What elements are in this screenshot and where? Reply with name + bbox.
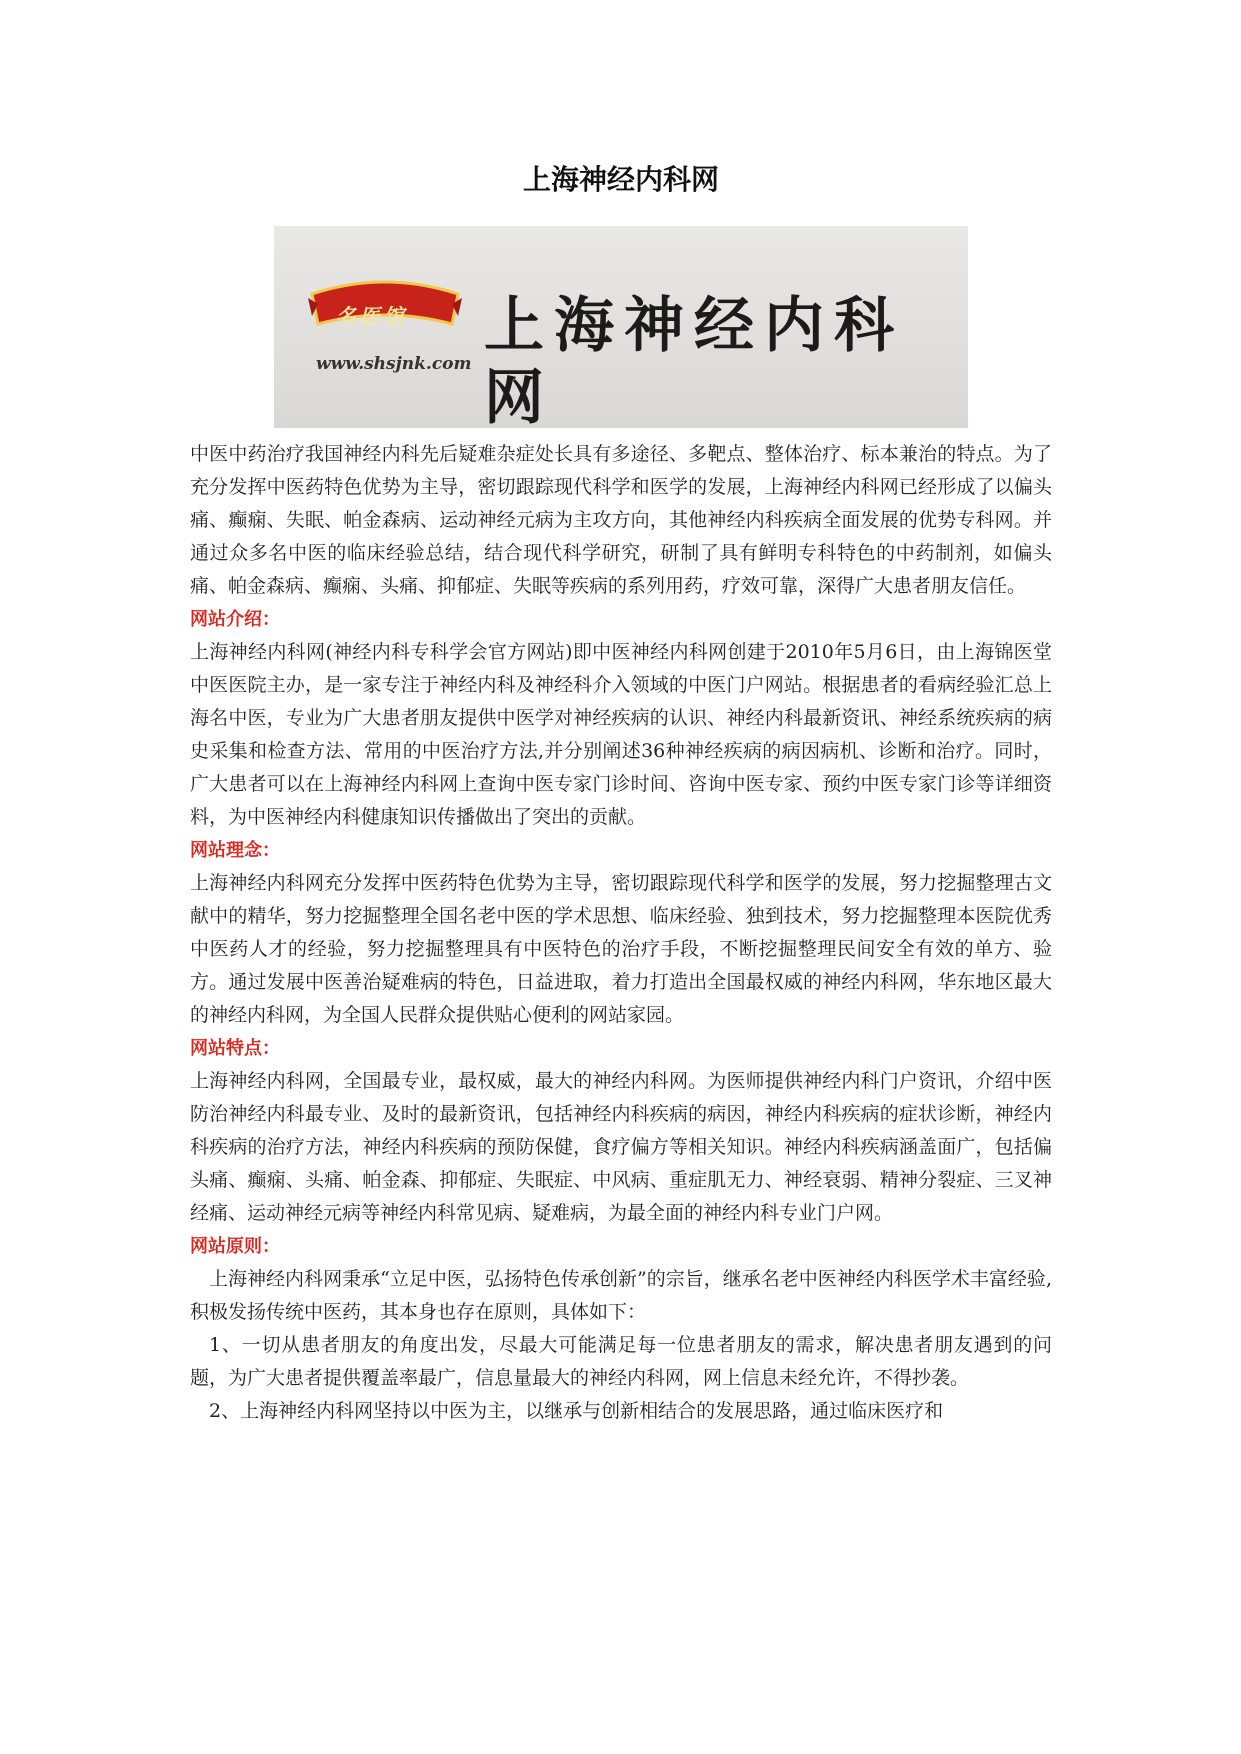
- section-body-intro: 上海神经内科网(神经内科专科学会官方网站)即中医神经内科网创建于2010年5月6日，由上海锦医堂中医医院主办，是一家专注于神经内科及神经科介入领域的中医门户网站。根据患者的看病经验汇总上海名中医，专业为广大患者朋友提供中医学对神经疾病的认识、神经内科最新资讯、神经系统疾病的病史采集和检查方法、常用的中医治疗方法,并分别阐述36种神经疾病的病因病机、诊断和治疗。同时，广大患者可以在上海神经内科网上查询中医专家门诊时间、咨询中医专家、预约中医专家门诊等详细资料，为中医神经内科健康知识传播做出了突出的贡献。: [190, 641, 1052, 828]
- section-heading-philosophy: 网站理念：: [190, 840, 280, 861]
- intro-paragraph: 中医中药治疗我国神经内科先后疑难杂症处长具有多途径、多靶点、整体治疗、标本兼治的特点。为了充分发挥中医药特色优势为主导，密切跟踪现代科学和医学的发展，上海神经内科网已经形成了以偏头痛、癫痫、失眠、帕金森病、运动神经元病为主攻方向，其他神经内科疾病全面发展的优势专科网。并通过众多名中医的临床经验总结，结合现代科学研究，研制了具有鲜明专科特色的中药制剂，如偏头痛、帕金森病、癫痫、头痛、抑郁症、失眠等疾病的系列用药，疗效可靠，深得广大患者朋友信任。: [190, 443, 1052, 597]
- section-heading-principles: 网站原则：: [190, 1236, 280, 1257]
- principle-item-2: 2、上海神经内科网坚持以中医为主，以继承与创新相结合的发展思路，通过临床医疗和: [209, 1400, 944, 1422]
- section-body-philosophy: 上海神经内科网充分发挥中医药特色优势为主导，密切跟踪现代科学和医学的发展，努力挖掘整理古文献中的精华，努力挖掘整理全国名老中医的学术思想、临床经验、独到技术，努力挖掘整理本医院优秀中医药人才的经验，努力挖掘整理具有中医特色的治疗手段，不断挖掘整理民间安全有效的单方、验方。通过发展中医善治疑难病的特色，日益进取，着力打造出全国最权威的神经内科网，华东地区最大的神经内科网，为全国人民群众提供贴心便利的网站家园。: [190, 872, 1052, 1026]
- section-body-features: 上海神经内科网，全国最专业，最权威，最大的神经内科网。为医师提供神经内科门户资讯，介绍中医防治神经内科最专业、及时的最新资讯，包括神经内科疾病的病因，神经内科疾病的症状诊断，神经内科疾病的治疗方法，神经内科疾病的预防保健，食疗偏方等相关知识。神经内科疾病涵盖面广，包括偏头痛、癫痫、头痛、帕金森、抑郁症、失眠症、中风病、重症肌无力、神经衰弱、精神分裂症、三叉神经痛、运动神经元病等神经内科常见病、疑难病，为最全面的神经内科专业门户网。: [190, 1070, 1052, 1224]
- page-title: 上海神经内科网: [522, 163, 719, 196]
- section-body-principles: 上海神经内科网秉承“立足中医，弘扬特色传承创新”的宗旨，继承名老中医神经内科医学术丰富经验,积极发扬传统中医药，其本身也存在原则，具体如下：: [190, 1268, 1052, 1323]
- banner-site-name: 上海神经内科网: [484, 291, 904, 428]
- section-heading-intro: 网站介绍：: [190, 609, 280, 630]
- principle-item-1: 1、一切从患者朋友的角度出发，尽最大可能满足每一位患者朋友的需求，解决患者朋友遇到的问题，为广大患者提供覆盖率最广，信息量最大的神经内科网，网上信息未经允许，不得抄袭。: [190, 1334, 1052, 1389]
- section-heading-features: 网站特点：: [190, 1038, 280, 1059]
- seal-text: 名医馆: [336, 304, 408, 328]
- site-banner: [274, 226, 968, 428]
- document-page: [190, 160, 1052, 1428]
- banner-url: www.shsjnk.com: [316, 354, 472, 374]
